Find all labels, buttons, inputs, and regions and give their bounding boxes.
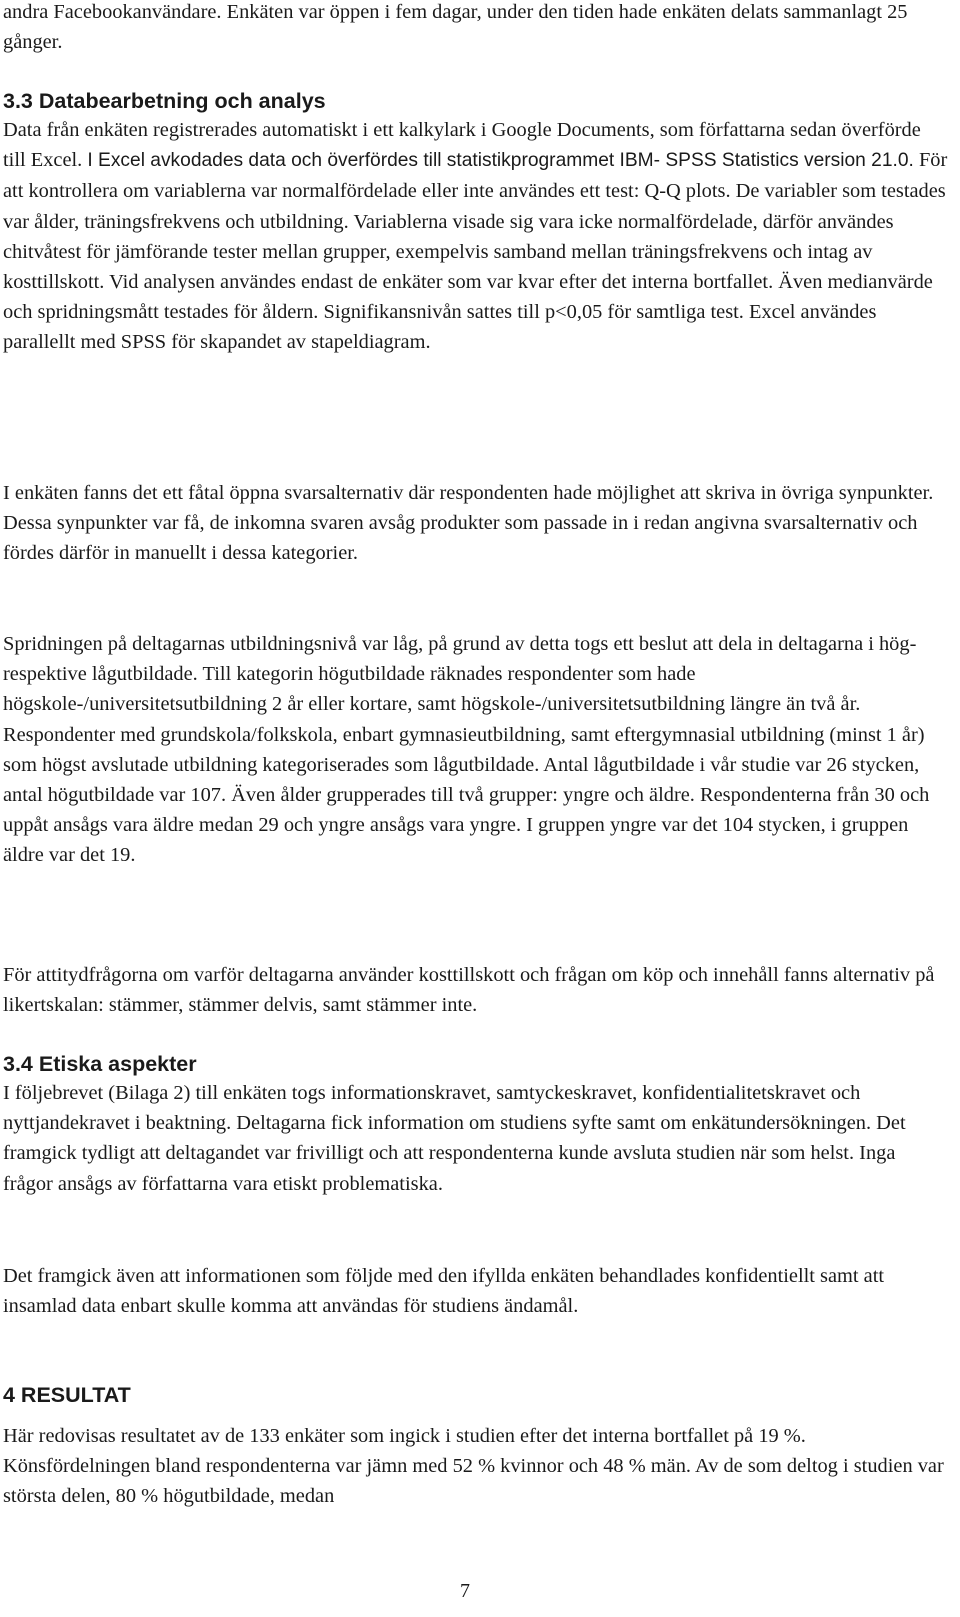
paragraph-data-processing [3,115,948,358]
paragraph-block-open-answers [3,478,948,569]
paragraph-attitude-questions: För attitydfrågorna om varför deltagarna använder kosttillskott och frågan om köp och innehåll fanns alternativ på likertskalan: stämmer, stämmer delvis, samt stämmer inte. [3,964,935,1017]
section-3-4 [3,1050,948,1199]
paragraph-confidentiality: Det framgick även att informationen som följde med den ifyllda enkäten behandlades konfidentiellt samt att insamlad data enbart skulle komma att användas för studiens ändamål. [3,1265,885,1318]
continuation-paragraph: andra Facebookanvändare. Enkäten var öppen i fem dagar, under den tiden hade enkäten delats sammanlagt 25 gånger. [3,1,908,54]
continuation-block [3,0,948,57]
section-heading-4: 4 RESULTAT [3,1383,131,1407]
paragraph-lead-text: Data från enkäten registrerades automatiskt i ett kalkylark i Google Documents, som författarna sedan överförde till Excel. [3,119,921,172]
section-4 [3,1381,948,1512]
paragraph-block-confidential [3,1261,948,1321]
paragraph-open-answers: I enkäten fanns det ett fåtal öppna svarsalternativ där respondenten hade möjlighet att skriva in övriga synpunkter. Dessa synpunkter var få, de inkomna svaren avsåg produkter som passade in i redan angivna svarsalternativ och fördes därför in manuellt i dessa kategorier. [3,482,934,565]
paragraph-block-attitude [3,960,948,1020]
paragraph-sans-text: I Excel avkodades data och överfördes till statistikprogrammet IBM- SPSS Statistics version 21.0. [87,150,914,172]
section-heading-3-3: 3.3 Databearbetning och analys [3,89,326,113]
paragraph-rest-text: För att kontrollera om variablerna var normalfördelade eller inte användes ett test: Q-Q plots. De variabler som testades var ålder, träningsfrekvens och utbildning. Variablerna visade sig vara icke normalfördelade, därför användes chitvåtest för jämförande tester mellan grupper, exempelvis samband mellan träningsfrekvens och intag av kosttillskott. Vid analysen användes endast de enkäter som var kvar efter det interna bortfallet. Även medianvärde och spridningsmått testades för åldern. Signifikansnivån sattes till p<0,05 för samtliga test. Excel användes parallellt med SPSS för skapandet av stapeldiagram. [3,149,948,354]
section-heading-3-4: 3.4 Etiska aspekter [3,1052,197,1076]
paragraph-education-groups: Spridningen på deltagarnas utbildningsnivå var låg, på grund av detta togs ett beslut att dela in deltagarna i hög- respektive lågutbildade. Till kategorin högutbildade räknades respondenter som hade högskole-/universitetsutbildning 2 år eller kortare, samt högskole-/universitetsutbildning längre än två år. Respondenter med grundskola/folkskola, enbart gymnasieutbildning, samt eftergymnasial utbildning (minst 1 år) som högst avslutade utbildning kategoriserades som lågutbildade. Antal lågutbildade i vår studie var 26 stycken, antal högutbildade var 107. Även ålder grupperades till två grupper: yngre och äldre. Respondenterna från 30 och uppåt ansågs vara äldre medan 29 och yngre ansågs vara yngre. I gruppen yngre var det 104 stycken, i gruppen äldre var det 19. [3,633,930,867]
paragraph-ethics: I följebrevet (Bilaga 2) till enkäten togs informationskravet, samtyckeskravet, konfidentialitetskravet och nyttjandekravet i beaktning. Deltagarna fick information om studiens syfte samt om enkätundersökningen. Det framgick tydligt att deltagandet var frivilligt och att respondenterna kunde avsluta studien när som helst. Inga frågor ansågs av författarna vara etiskt problematiska. [3,1082,906,1195]
paragraph-block-education [3,629,948,871]
paragraph-results: Här redovisas resultatet av de 133 enkäter som ingick i studien efter det interna bortfallet på 19 %. Könsfördelningen bland respondenterna var jämn med 52 % kvinnor och 48 % män. Av de som deltog i studien var största delen, 80 % högutbildade, medan [3,1425,944,1508]
page-number: 7 [460,1580,470,1602]
section-3-3 [3,87,948,358]
